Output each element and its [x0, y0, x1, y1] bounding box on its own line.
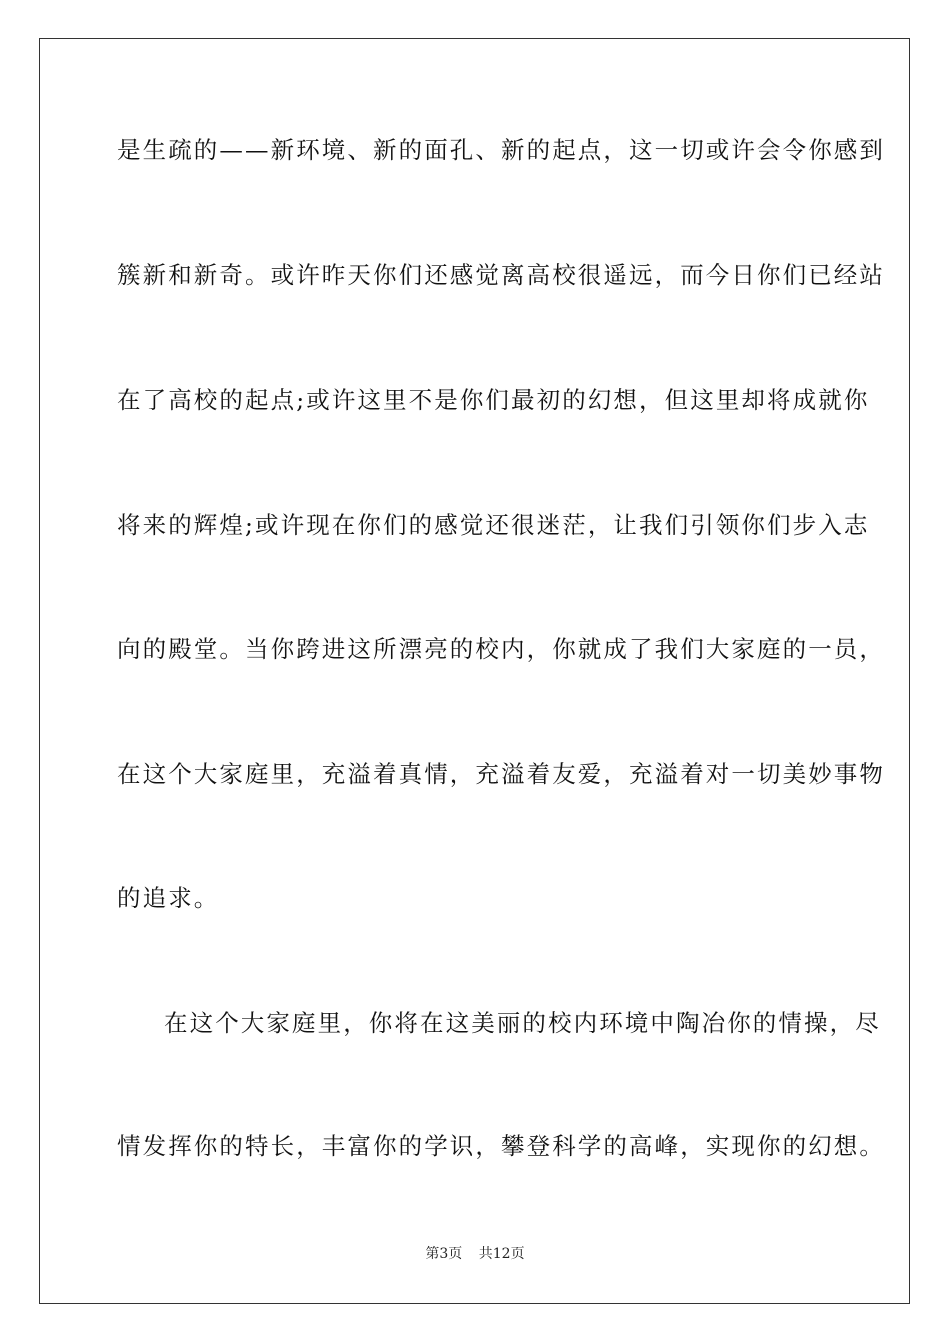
page-total: 共12页 [478, 1246, 525, 1262]
text-line: 簇新和新奇。或许昨天你们还感觉离高校很遥远，而今日你们已经站 [117, 261, 885, 289]
text-line: 将来的辉煌;或许现在你们的感觉还很迷茫，让我们引领你们步入志 [117, 511, 870, 539]
text-line: 情发挥你的特长，丰富你的学识，攀登科学的高峰，实现你的幻想。 [117, 1132, 885, 1160]
text-line: 向的殿堂。当你跨进这所漂亮的校内，你就成了我们大家庭的一员， [117, 635, 885, 663]
text-line: 在了高校的起点;或许这里不是你们最初的幻想，但这里却将成就你 [117, 386, 870, 414]
page-number: 第3页 [425, 1246, 463, 1262]
page-frame [39, 38, 910, 1304]
text-line: 在这个大家庭里，充溢着真情，充溢着友爱，充溢着对一切美妙事物 [117, 760, 885, 788]
page-footer [0, 1243, 950, 1263]
text-line: 的追求。 [117, 884, 220, 912]
paragraph-first-line: 在这个大家庭里，你将在这美丽的校内环境中陶冶你的情操，尽 [164, 1009, 881, 1037]
text-line: 是生疏的——新环境、新的面孔、新的起点，这一切或许会令你感到 [117, 136, 885, 164]
